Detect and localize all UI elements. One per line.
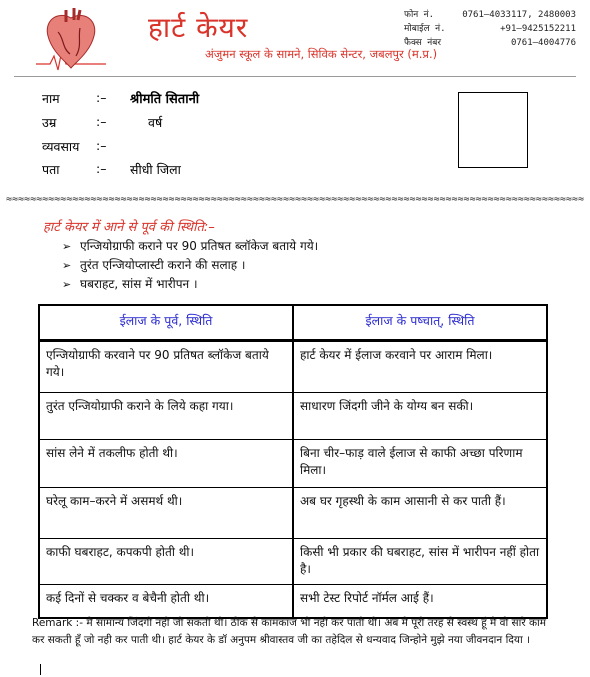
mobile-label: मोबाईल नं. (404, 24, 446, 34)
decorative-divider: ≈≈≈≈≈≈≈≈≈≈≈≈≈≈≈≈≈≈≈≈≈≈≈≈≈≈≈≈≈≈≈≈≈≈≈≈≈≈≈≈≈≈≈≈≈≈≈≈≈≈≈≈≈≈≈≈≈≈≈≈≈≈≈≈≈≈≈≈≈≈≈≈≈≈≈≈≈≈≈≈≈≈≈≈≈≈≈≈≈≈≈≈≈≈≈≈ (6, 195, 584, 205)
table-row (40, 341, 546, 392)
arrow-bullet-icon: ➢ (62, 240, 72, 253)
before-cell: तुरंत एन्जियोग्राफी कराने के लिये कहा गया। (46, 399, 234, 413)
age-sep: :– (96, 114, 107, 129)
before-point-text: घबराहट, सांस में भारीपन । (80, 277, 198, 291)
before-cell: कई दिनों से चक्कर व बेचैनी होती थी। (46, 591, 210, 605)
age-value: वर्ष (148, 115, 163, 130)
before-cell: एन्जियोग्राफी करवाने पर 90 प्रतिषत ब्लॉकेज बताये गये। (46, 348, 269, 379)
header-divider (14, 76, 576, 77)
arrow-bullet-icon: ➢ (62, 278, 72, 291)
mobile-value: +91–9425152211 (500, 24, 576, 34)
address-value: सीधी जिला (130, 162, 181, 177)
table-row (40, 439, 546, 487)
remark-text: मै सामान्य जिंदगी नही जी सकती थी। ठीक से कामकाज भी नही कर पाती थी। अब मै पूरी तरह से स्वस्थ हूँ मै वो सारे काम कर सकती हूँ जो नही कर पाती थी। हार्ट केयर के डॉ अनुपम श्रीवास्तव जी का तहेदिल से धन्यवाद जिन्होने मुझे नया जीवनदान दिया । (32, 617, 547, 646)
occupation-label: व्यवसाय (42, 139, 80, 154)
table-row (40, 584, 546, 617)
remark-block (32, 615, 552, 648)
after-column-header: ईलाज के पष्चात्, स्थिति (292, 306, 546, 339)
after-cell: किसी भी प्रकार की घबराहट, सांस में भारीपन नहीं होता है। (292, 539, 546, 584)
comparison-table (38, 304, 548, 619)
phone-row (404, 8, 576, 22)
age-label: उम्र (42, 115, 57, 130)
mobile-row (404, 22, 576, 36)
after-cell: सभी टेस्ट रिपोर्ट नॉर्मल आई हैं। (292, 585, 546, 617)
after-cell: साधारण जिंदगी जीने के योग्य बन सकी। (292, 393, 546, 439)
table-header (40, 306, 546, 341)
after-cell: हार्ट केयर में ईलाज करवाने पर आराम मिला। (292, 342, 546, 392)
before-point-text: एन्जियोग्राफी कराने पर 90 प्रतिषत ब्लॉकेज बताये गये। (80, 239, 319, 253)
fax-value: 0761–4004776 (510, 38, 576, 48)
address-label: पता (42, 162, 60, 177)
table-row (40, 538, 546, 584)
phone-value: 0761–4033117, 2480003 (462, 10, 576, 20)
photo-box (458, 92, 528, 168)
name-value: श्रीमति सितानी (130, 92, 200, 107)
after-cell: अब घर गृहस्थी के काम आसानी से कर पाती हैं। (292, 488, 546, 538)
list-item (62, 237, 318, 256)
fax-row (404, 36, 576, 50)
heart-anatomy-logo (36, 6, 106, 76)
arrow-bullet-icon: ➢ (62, 259, 72, 272)
before-points-list (62, 237, 318, 294)
occupation-sep: :– (96, 138, 107, 153)
before-column-header: ईलाज के पूर्व, स्थिति (119, 313, 213, 328)
list-item (62, 256, 318, 275)
address-sep: :– (96, 161, 107, 176)
after-cell: बिना चीर–फाड़ वाले ईलाज से काफी अच्छा परिणाम मिला। (292, 440, 546, 487)
fax-label: फैक्स नंबर (404, 38, 442, 48)
before-cell: सांस लेने में तकलीफ होती थी। (46, 446, 178, 460)
before-cell: काफी घबराहट, कपकपी होती थी। (46, 545, 195, 559)
clinic-address: अंजुमन स्कूल के सामने, सिविक सेन्टर, जबलपुर (म.प्र.) (205, 47, 438, 61)
name-sep: :– (96, 90, 107, 105)
contact-block (404, 8, 576, 50)
list-item (62, 275, 318, 294)
table-row (40, 392, 546, 439)
table-row (40, 487, 546, 538)
before-cell: घरेलू काम–करने में असमर्थ थी। (46, 494, 183, 508)
before-heading: हार्ट केयर में आने से पूर्व की स्थिति:– (43, 220, 215, 235)
phone-label: फोन नं. (404, 10, 435, 20)
text-cursor (40, 664, 41, 675)
remark-label: Remark :- (32, 617, 84, 629)
name-label: नाम (42, 91, 60, 106)
clinic-name: हार्ट केयर (148, 11, 249, 44)
before-point-text: तुरंत एन्जियोप्लास्टी कराने की सलाह । (80, 258, 246, 272)
